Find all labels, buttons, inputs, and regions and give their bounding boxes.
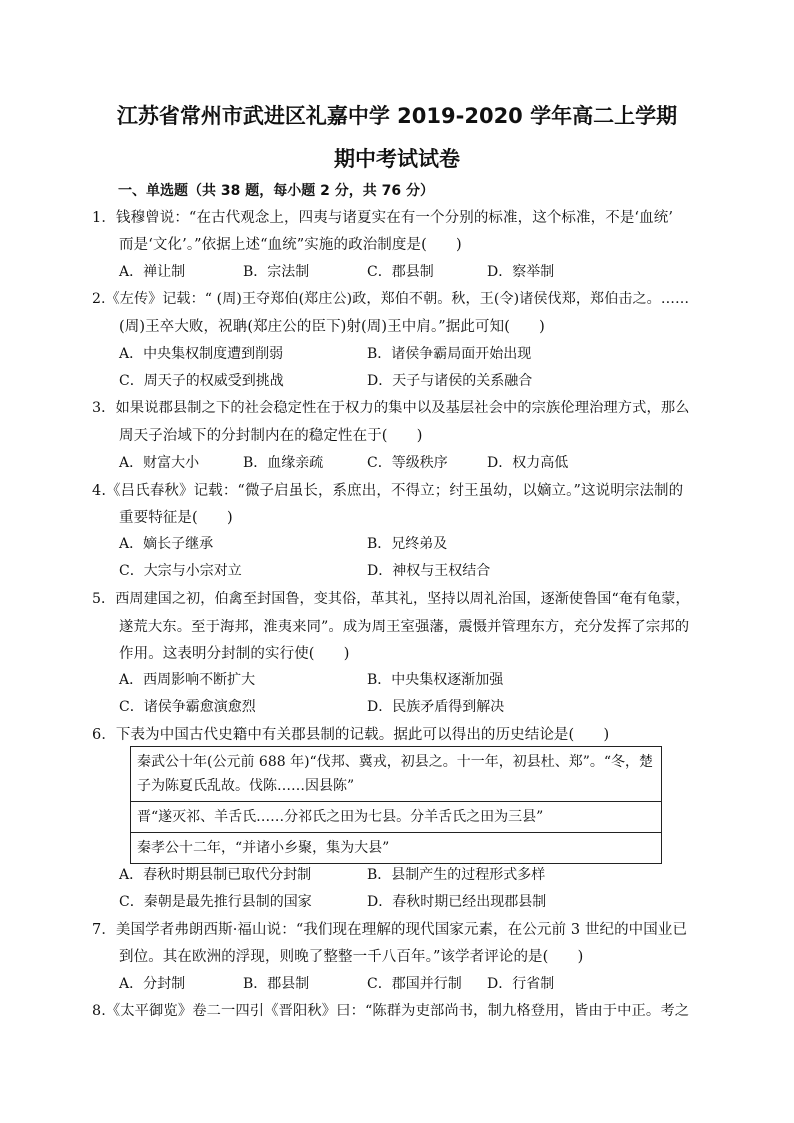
question-3-option-a: A．财富大小 <box>119 455 200 471</box>
question-6-text: 6．下表为中国古代史籍中有关郡县制的记载。据此可以得出的历史结论是( ) <box>92 727 610 743</box>
exam-title-line-1: 江苏省常州市武进区礼嘉中学 2019-2020 学年高二上学期 <box>116 104 678 128</box>
question-6-option-d: D．春秋时期已经出现郡县制 <box>367 894 547 910</box>
exam-title-line-2: 期中考试试卷 <box>334 147 460 171</box>
table-row <box>131 802 662 833</box>
question-6-option-c: C．秦朝是最先推行县制的国家 <box>119 894 312 910</box>
question-7-text-cont: 到位。其在欧洲的浮现，则晚了整整一千八百年。”该学者评论的是( ) <box>119 949 584 965</box>
table-row <box>131 833 662 864</box>
question-4-option-a: A．嫡长子继承 <box>119 536 214 552</box>
question-8-text: 8.《太平御览》卷二一四引《晋阳秋》曰：“陈群为吏部尚书，制九格登用，皆由于中正。考之 <box>92 1003 690 1019</box>
question-2-option-c: C．周天子的权威受到挑战 <box>119 373 284 389</box>
question-2-text-cont: (周)王卒大败，祝聃(郑庄公的臣下)射(周)王中肩。”据此可知( ) <box>119 319 545 335</box>
question-1-option-c: C．郡县制 <box>367 264 434 280</box>
question-4-option-c: C．大宗与小宗对立 <box>119 563 242 579</box>
question-5-option-a: A．西周影响不断扩大 <box>119 672 256 688</box>
table-cell: 晋“遂灭祁、羊舌氏……分祁氏之田为七县。分羊舌氏之田为三县” <box>131 802 662 833</box>
question-2-option-d: D．天子与诸侯的关系融合 <box>367 373 533 389</box>
question-1-option-b: B．宗法制 <box>243 264 310 280</box>
question-3-text-cont: 周天子治域下的分封制内在的稳定性在于( ) <box>119 428 423 444</box>
question-2-option-a: A．中央集权制度遭到削弱 <box>119 346 284 362</box>
question-5-option-d: D．民族矛盾得到解决 <box>367 699 505 715</box>
table-row <box>131 747 662 802</box>
question-4-text-cont: 重要特征是( ) <box>119 510 233 526</box>
question-7-option-b: B．郡县制 <box>243 976 310 992</box>
question-5-option-b: B．中央集权逐渐加强 <box>367 672 504 688</box>
question-6-option-b: B．县制产生的过程形式多样 <box>367 867 546 883</box>
question-1-text: 1．钱穆曾说：“在古代观念上，四夷与诸夏实在有一个分别的标准，这个标准，不是‘血统’ <box>92 210 674 226</box>
question-4-option-d: D．神权与王权结合 <box>367 563 491 579</box>
question-7-option-c: C．郡国并行制 <box>367 976 462 992</box>
question-5-text: 5．西周建国之初，伯禽至封国鲁，变其俗，革其礼，坚持以周礼治国，逐渐使鲁国“奄有龟蒙， <box>92 591 690 607</box>
question-4-text: 4.《吕氏春秋》记载：“微子启虽长，系庶出，不得立；纣王虽幼，以嫡立。”这说明宗法制的 <box>92 483 684 499</box>
question-6-option-a: A．春秋时期县制已取代分封制 <box>119 867 312 883</box>
question-1-text-cont: 而是‘文化’。”依据上述“血统”实施的政治制度是( ) <box>119 237 462 253</box>
question-7-option-a: A．分封制 <box>119 976 186 992</box>
question-3-option-b: B．血缘亲疏 <box>243 455 324 471</box>
question-1-option-d: D．察举制 <box>487 264 555 280</box>
section-heading: 一、单选题（共 38 题，每小题 2 分，共 76 分） <box>118 183 434 199</box>
question-1-option-a: A．禅让制 <box>119 264 186 280</box>
question-3-option-d: D．权力高低 <box>487 455 569 471</box>
question-5-text-cont: 遂荒大东。至于海邦，淮夷来同”。成为周王室强藩，震慑并管理东方，充分发挥了宗邦的 <box>119 619 690 635</box>
table-cell: 秦武公十年(公元前 688 年)“伐邦、冀戎，初县之。十一年，初县杜、郑”。“冬，楚子为陈夏氏乱故。伐陈……因县陈” <box>131 747 662 802</box>
question-2-option-b: B．诸侯争霸局面开始出现 <box>367 346 532 362</box>
question-3-text: 3．如果说郡县制之下的社会稳定性在于权力的集中以及基层社会中的宗族伦理治理方式，那么 <box>92 400 690 416</box>
source-table <box>130 746 662 864</box>
question-2-text: 2.《左传》记载：“ (周)王夺郑伯(郑庄公)政，郑伯不朝。秋，王(令)诸侯伐郑，郑伯击之。…… <box>92 291 690 307</box>
question-5-text-cont-2: 作用。这表明分封制的实行使( ) <box>119 646 350 662</box>
question-3-option-c: C．等级秩序 <box>367 455 448 471</box>
question-4-option-b: B．兄终弟及 <box>367 536 448 552</box>
question-5-option-c: C．诸侯争霸愈演愈烈 <box>119 699 256 715</box>
table-cell: 秦孝公十二年，“并诸小乡聚，集为大县” <box>131 833 662 864</box>
question-7-text: 7．美国学者弗朗西斯·福山说：“我们现在理解的现代国家元素，在公元前 3 世纪的中国业已 <box>92 922 688 938</box>
question-7-option-d: D．行省制 <box>487 976 555 992</box>
